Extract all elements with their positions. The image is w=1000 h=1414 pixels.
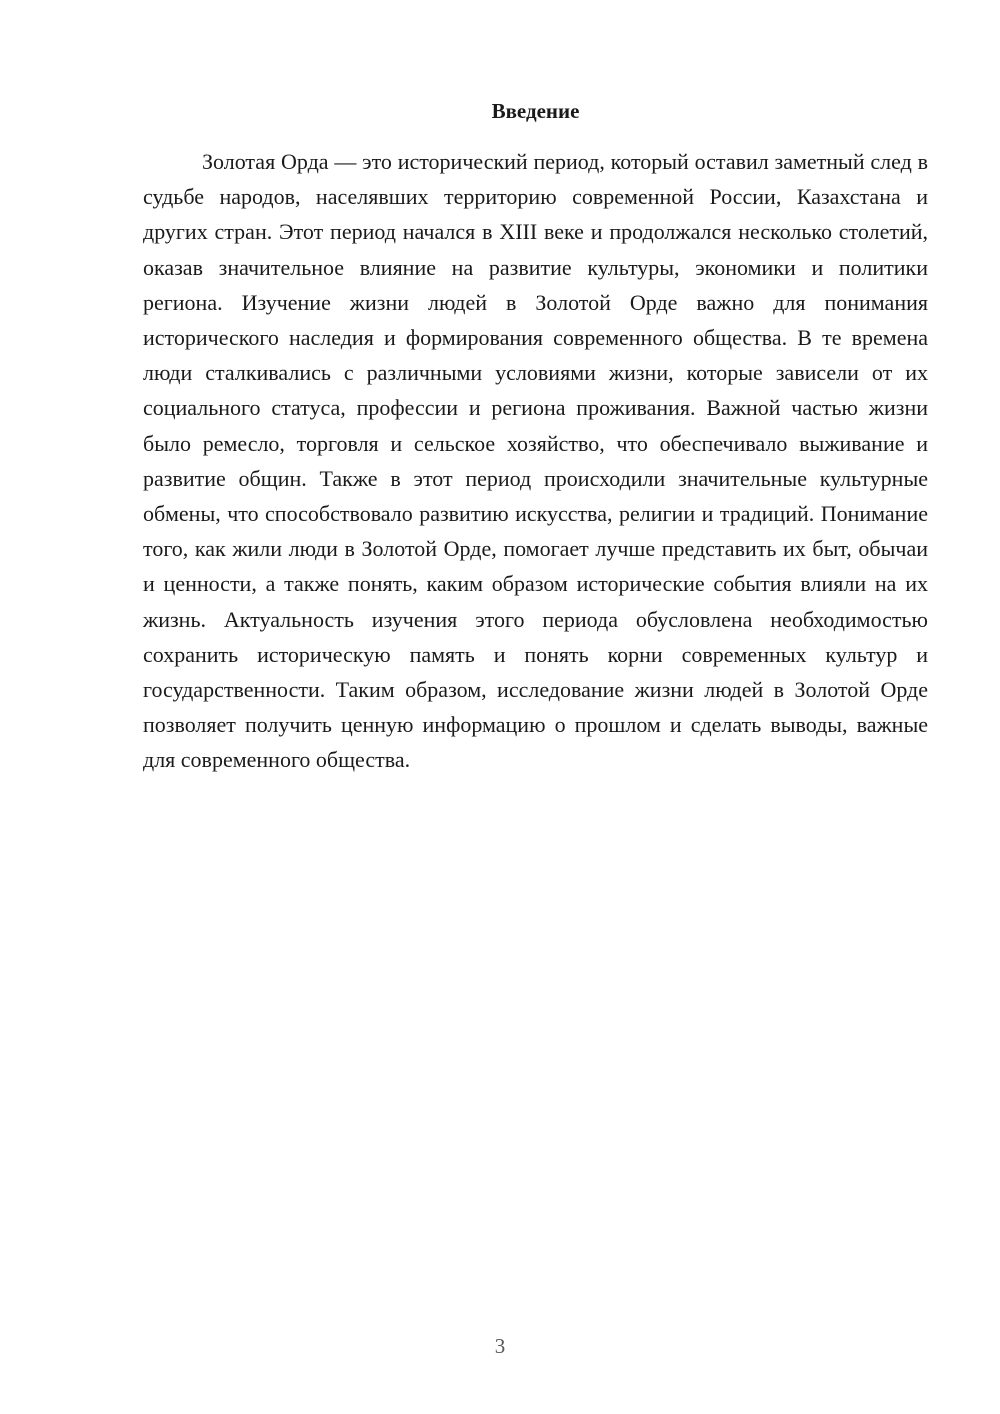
page-number: 3 bbox=[494, 1334, 506, 1358]
body-paragraph: Золотая Орда — это исторический период, который оставил заметный след в судьбе народов, населявших территорию современной России, Казахстана и других стран. Этот период начался в XIII веке и продолжался несколько столетий, оказав значительное влияние на развитие культуры, экономики и политики региона. Изучение жизни людей в Золотой Орде важно для понимания исторического наследия и формирования современного общества. В те времена люди сталкивались с различными условиями жизни, которые зависели от их социального статуса, профессии и региона проживания. Важной частью жизни было ремесло, торговля и сельское хозяйство, что обеспечивало выживание и развитие общин. Также в этот период происходили значительные культурные обмены, что способствовало развитию искусства, религии и традиций. Понимание того, как жили люди в Золотой Орде, помогает лучше представить их быт, обычаи и ценности, а также понять, каким образом исторические события влияли на их жизнь. Актуальность изучения этого периода обусловлена необходимостью сохранить историческую память и понять корни современных культур и государственности. Таким образом, исследование жизни людей в Золотой Орде позволяет получить ценную информацию о прошлом и сделать выводы, важные для современного общества. bbox=[143, 149, 928, 773]
section-heading: Введение bbox=[491, 99, 580, 123]
